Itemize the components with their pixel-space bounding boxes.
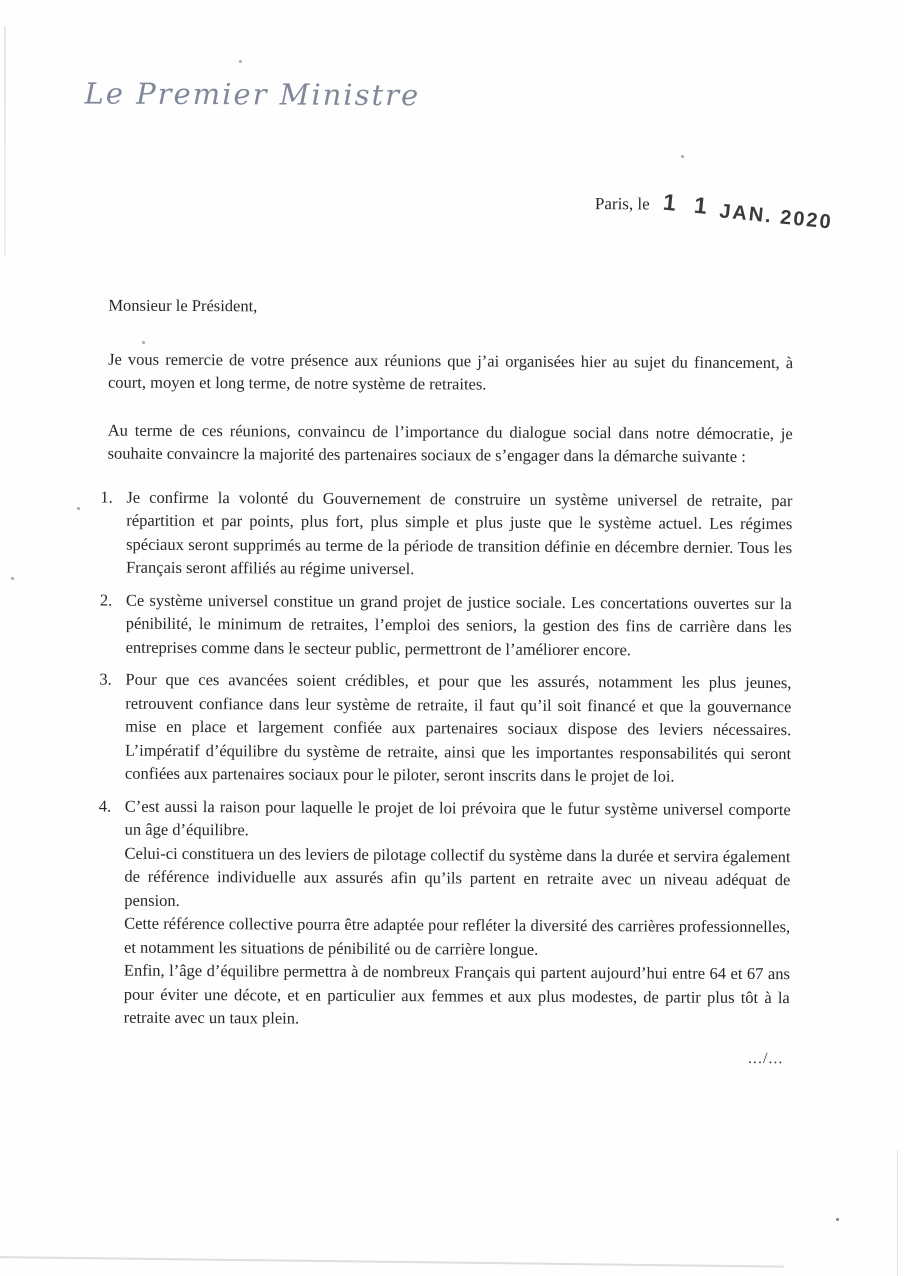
item-paragraph: Pour que ces avancées soient crédibles, et pour que les assurés, notamment les plus jeunes, retrouvent confiance dans leur système de retraite, il faut qu’il soit financé et que la gouvernance mise en place et largement confiée aux partenaires sociaux dispose des leviers nécessaires. L’impératif d’équilibre du système de retraite, ainsi que les importantes responsabilités qui seront confiées aux partenaires sociaux pour le piloter, seront inscrits dans le projet de loi. (124, 669, 792, 786)
item-number: 4. (98, 796, 112, 816)
date-stamp-month-year: JAN. 2020 (718, 200, 834, 234)
item-paragraph: C’est aussi la raison pour laquelle le projet de loi prévoira que le futur système universel comporte un âge d’équilibre. (124, 796, 791, 840)
item-body (125, 668, 792, 789)
item-number: 3. (99, 669, 112, 689)
dateline (594, 188, 834, 234)
numbered-item-4 (98, 794, 791, 1033)
date-stamp-day: 1 1 (661, 188, 715, 220)
intro-paragraph-2: Au terme de ces réunions, convaincu de l’importance du dialogue social dans notre démocratie, je souhaite convaincre la majorité des partenaires sociaux de s’engager dans la démarche suivante : (107, 420, 793, 466)
item-number: 1. (100, 487, 113, 507)
numbered-item-2 (99, 588, 792, 662)
letterhead-le-premier-ministre: Le Premier Ministre (84, 76, 421, 113)
item-body (126, 588, 792, 662)
intro-paragraph-1: Je vous remercie de votre présence aux réunions que j’ai organisées hier au sujet du financement, à court, moyen et long terme, de notre système de retraites. (107, 349, 794, 394)
numbered-item-3 (99, 668, 792, 789)
item-paragraph: Celui-ci constituera un des leviers de pilotage collectif du système dans la durée et servira également de référence individuelle aux assurés afin qu’ils partent en retraite avec un niveau adéquat de pension. (124, 843, 791, 910)
item-paragraph: Ce système universel constitue un grand projet de justice sociale. Les concertations ouvertes sur la pénibilité, le minimum de retraites, l’emploi des seniors, la gestion des fins de carrière dans les entreprises comme dans le secteur public, permettront de l’améliorer encore. (125, 590, 792, 659)
date-place-prefix: Paris, le (594, 194, 650, 214)
item-body (124, 794, 791, 1032)
date-stamp (661, 188, 834, 235)
continuation-mark: .../... (747, 1049, 784, 1067)
salutation: Monsieur le Président, (108, 295, 258, 316)
letter-body (98, 294, 794, 1071)
item-paragraph: Cette référence collective pourra être adaptée pour refléter la diversité des carrières professionnelles, et notamment les situations de pénibilité ou de carrière longue. (123, 913, 791, 959)
item-paragraph: Je confirme la volonté du Gouvernement de construire un système universel de retraite, par répartition et par points, plus fort, plus simple et plus juste que le système actuel. Les régimes spéciaux seront supprimés au terme de la période de transition définie en décembre dernier. Tous les Français seront affiliés au régime universel. (125, 487, 793, 579)
item-body (126, 485, 792, 582)
numbered-item-1 (100, 485, 793, 583)
item-paragraph: Enfin, l’âge d’équilibre permettra à de nombreux Français qui partent aujourd’hui entre 64 et 67 ans pour éviter une décote, et en particulier aux femmes et aux plus modestes, de partir plus tôt à la retraite avec un taux plein. (123, 960, 790, 1028)
item-number: 2. (99, 590, 113, 610)
